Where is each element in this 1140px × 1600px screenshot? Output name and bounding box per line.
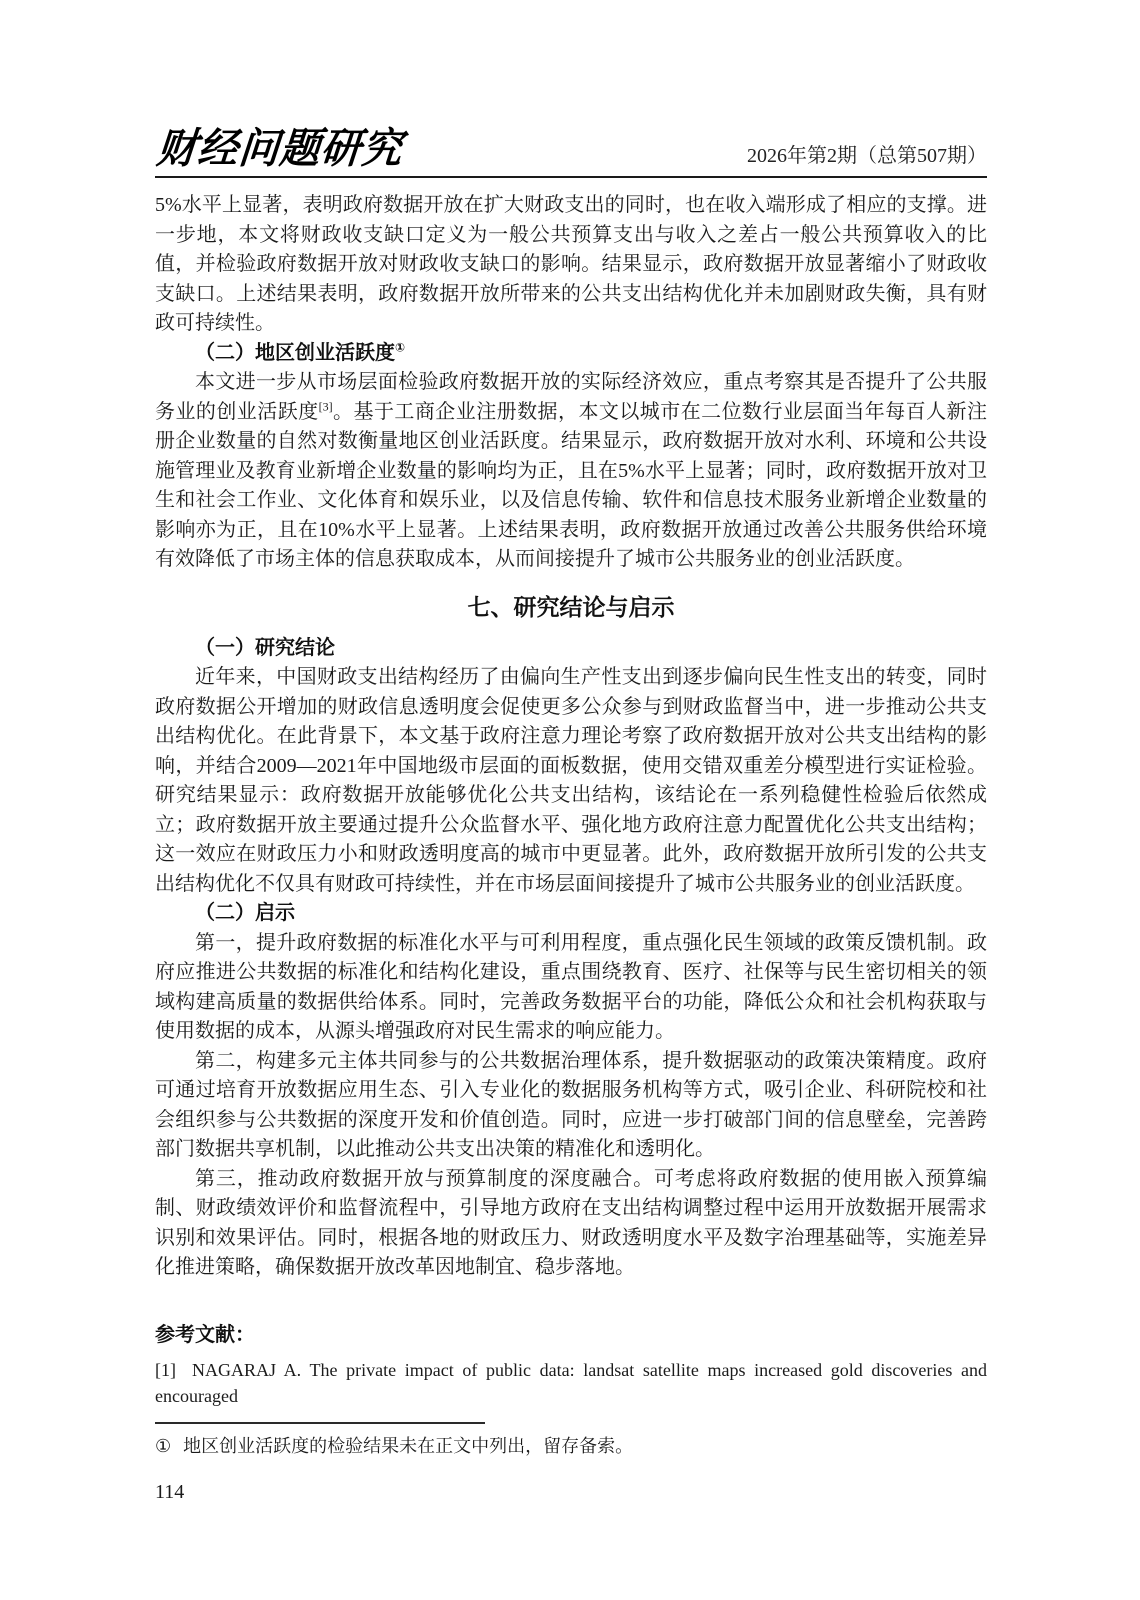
page-header [154, 125, 987, 178]
paragraph-text: 本文进一步从市场层面检验政府数据开放的实际经济效应，重点考察其是否提升了公共服务业的创业活跃度 [155, 371, 987, 423]
references-section [155, 1322, 987, 1409]
paragraph-entrepreneurship [155, 368, 987, 575]
paragraph-text: 。基于工商企业注册数据，本文以城市在二位数行业层面当年每百人新注册企业数量的自然对数衡量地区创业活跃度。结果显示，政府数据开放对水利、环境和公共设施管理业及教育业新增企业数量的影响均为正，且在5%水平上显著；同时，政府数据开放对卫生和社会工作业、文化体育和娱乐业，以及信息传输、软件和信息技术服务业新增企业数量的影响亦为正，且在10%水平上显著。上述结果表明，政府数据开放通过改善公共服务供给环境有效降低了市场主体的信息获取成本，从而间接提升了城市公共服务业的创业活跃度。 [155, 400, 988, 570]
section-heading-conclusions: 七、研究结论与启示 [467, 593, 675, 620]
citation-mark: [3] [318, 398, 333, 413]
references-heading: 参考文献： [155, 1323, 255, 1346]
footnote-marker: ① [155, 1435, 172, 1456]
footnote-text: 地区创业活跃度的检验结果未在正文中列出，留存备索。 [183, 1435, 634, 1456]
reference-text: NAGARAJ A. The private impact of public data: landsat satellite maps increased gold discoveries and encouraged [155, 1359, 987, 1406]
paragraph-implication-first: 第一，提升政府数据的标准化水平与可利用程度，重点强化民生领域的政策反馈机制。政府应推进公共数据的标准化和结构化建设，重点围绕教育、医疗、社保等与民生密切相关的领域构建高质量的数据供给体系。同时，完善政务数据平台的功能，降低公众和社会机构获取与使用数据的成本，从源头增强政府对民生需求的响应能力。 [155, 931, 987, 1042]
paragraph-conclusions: 近年来，中国财政支出结构经历了由偏向生产性支出到逐步偏向民生性支出的转变，同时政府数据公开增加的财政信息透明度会促使更多公众参与到财政监督当中，进一步推动公共支出结构优化。在此背景下，本文基于政府注意力理论考察了政府数据开放对公共支出结构的影响，并结合2009—2021年中国地级市层面的面板数据，使用交错双重差分模型进行实证检验。研究结果显示：政府数据开放能够优化公共支出结构，该结论在一系列稳健性检验后依然成立；政府数据开放主要通过提升公众监督水平、强化地方政府注意力配置优化公共支出结构；这一效应在财政压力小和财政透明度高的城市中更显著。此外，政府数据开放所引发的公共支出结构优化不仅具有财政可持续性，并在市场层面间接提升了城市公共服务业的创业活跃度。 [155, 666, 987, 895]
reference-index: [1] [155, 1359, 176, 1380]
journal-logo: 财经问题研究 [154, 125, 405, 173]
page-content [154, 125, 988, 1504]
subsection-heading-implications: （二）启示 [195, 902, 295, 924]
reference-item [155, 1357, 987, 1409]
paragraph-implication-third: 第三，推动政府数据开放与预算制度的深度融合。可考虑将政府数据的使用嵌入预算编制、财政绩效评价和监督流程中，引导地方政府在支出结构调整过程中运用开放数据开展需求识别和效果评估。同时，根据各地的财政压力、财政透明度水平及数字治理基础等，实施差异化推进策略，确保数据开放改革因地制宜、稳步落地。 [155, 1167, 987, 1278]
article-body [155, 191, 987, 1283]
footnote [155, 1433, 987, 1459]
paragraph-fiscal-sustainability: 5%水平上显著，表明政府数据开放在扩大财政支出的同时，也在收入端形成了相应的支撑。进一步地，本文将财政收支缺口定义为一般公共预算支出与收入之差占一般公共预算收入的比值，并检验政府数据开放对财政收支缺口的影响。结果显示，政府数据开放显著缩小了财政收支缺口。上述结果表明，政府数据开放所带来的公共支出结构优化并未加剧财政失衡，具有财政可持续性。 [155, 194, 987, 334]
footnote-separator [155, 1422, 485, 1424]
footnote-reference-mark: ① [395, 339, 406, 354]
paragraph-implication-second: 第二，构建多元主体共同参与的公共数据治理体系，提升数据驱动的政策决策精度。政府可通过培育开放数据应用生态、引入专业化的数据服务机构等方式，吸引企业、科研院校和社会组织参与公共数据的深度开发和价值创造。同时，应进一步打破部门间的信息壁垒，完善跨部门数据共享机制，以此推动公共支出决策的精准化和透明化。 [155, 1049, 987, 1160]
page-number: 114 [155, 1480, 185, 1503]
subsection-heading-entrepreneurship [155, 339, 987, 369]
subsection-label: （二）地区创业活跃度 [195, 341, 395, 364]
issue-info: 2026年第2期（总第507期） [747, 145, 987, 167]
subsection-heading-conclusions: （一）研究结论 [195, 636, 335, 659]
